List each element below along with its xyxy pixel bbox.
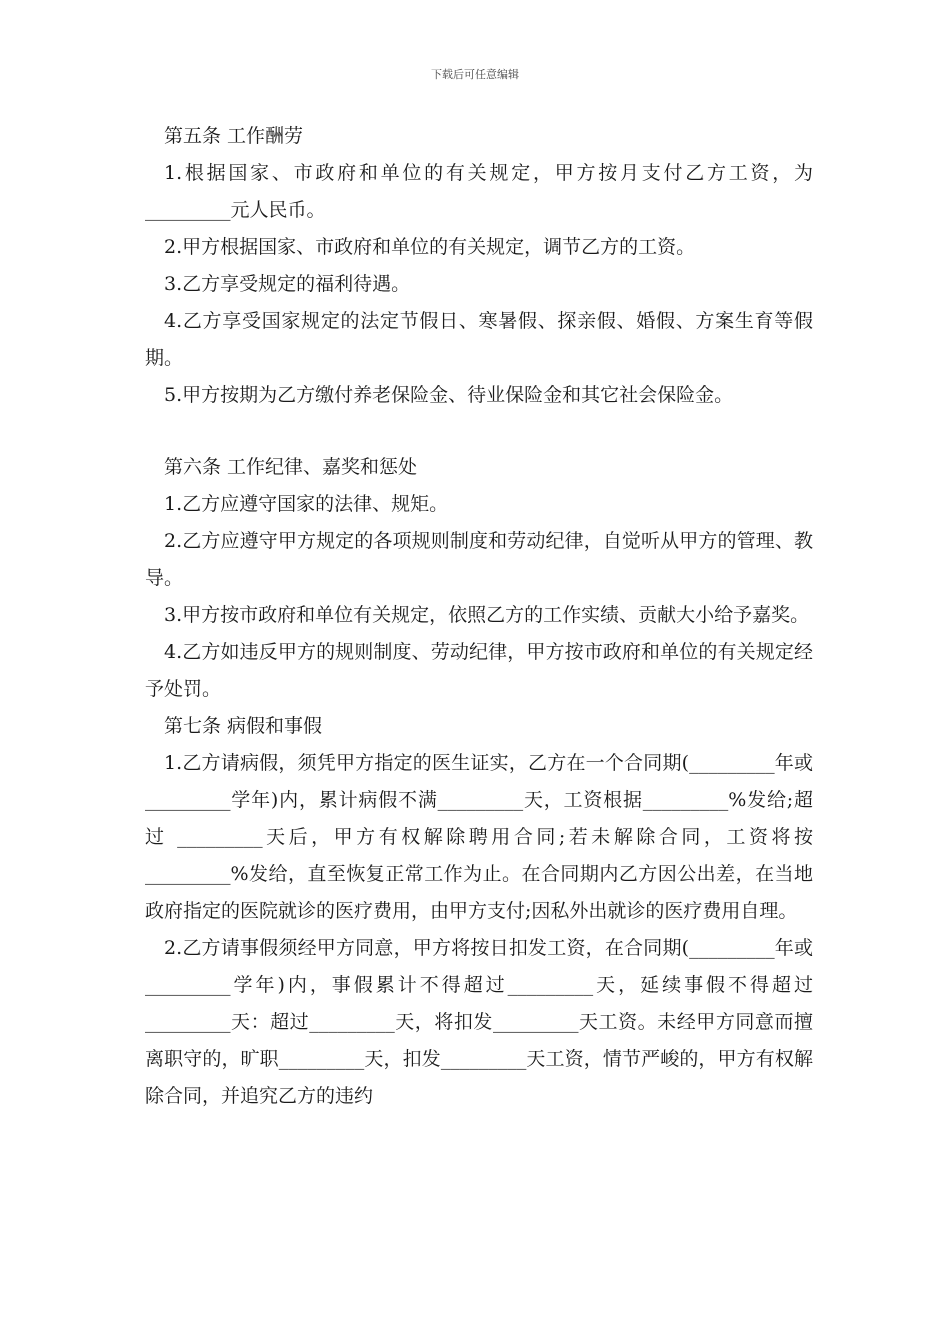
clause-item: 5.甲方按期为乙方缴付养老保险金、待业保险金和其它社会保险金。	[164, 384, 734, 406]
document-body	[145, 118, 813, 1115]
header-note: 下载后可任意编辑	[431, 68, 519, 81]
clause-item: 2.乙方请事假须经甲方同意，甲方将按日扣发工资，在合同期(_________年或_________学年)内，事假累计不得超过_________天，延续事假不得超过_________天：超过_________天，将扣发_________天工资。未经甲方同意而擅离职守的，旷职_________天，扣发_________天工资，情节严峻的，甲方有权解除合同，并追究乙方的违约	[145, 937, 813, 1107]
section-heading: 第五条 工作酬劳	[164, 125, 304, 147]
section-heading: 第七条 病假和事假	[164, 715, 323, 737]
clause-item: 4.乙方如违反甲方的规则制度、劳动纪律，甲方按市政府和单位的有关规定经予处罚。	[145, 641, 813, 700]
clause-item: 1.根据国家、市政府和单位的有关规定，甲方按月支付乙方工资，为_________元人民币。	[145, 162, 813, 221]
clause-item: 3.乙方享受规定的福利待遇。	[164, 273, 411, 295]
clause-item: 1.乙方应遵守国家的法律、规矩。	[164, 493, 449, 515]
clause-item: 2.乙方应遵守甲方规定的各项规则制度和劳动纪律，自觉听从甲方的管理、教导。	[145, 530, 813, 589]
clause-item: 4.乙方享受国家规定的法定节假日、寒暑假、探亲假、婚假、方案生育等假期。	[145, 310, 813, 369]
clause-item: 2.甲方根据国家、市政府和单位的有关规定，调节乙方的工资。	[164, 236, 696, 258]
clause-item: 3.甲方按市政府和单位有关规定，依照乙方的工作实绩、贡献大小给予嘉奖。	[164, 604, 810, 626]
clause-item: 1.乙方请病假，须凭甲方指定的医生证实，乙方在一个合同期(_________年或_________学年)内，累计病假不满_________天，工资根据_________%发给;超过 _________天后，甲方有权解除聘用合同;若未解除合同，工资将按_________%发给，直至恢复正常工作为止。在合同期内乙方因公出差，在当地政府指定的医院就诊的医疗费用，由甲方支付;因私外出就诊的医疗费用自理。	[145, 752, 813, 922]
section-heading: 第六条 工作纪律、嘉奖和惩处	[164, 456, 418, 478]
